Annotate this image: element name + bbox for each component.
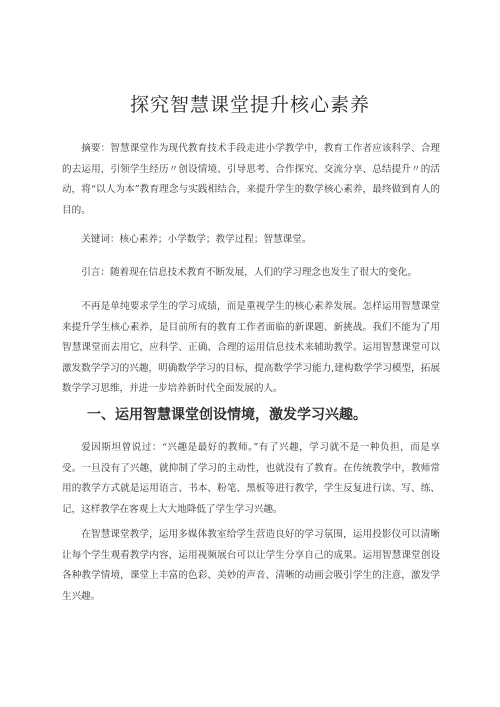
intro-paragraph: 引言：随着现在信息技术教育不断发展，人们的学习理念也发生了很大的变化。 <box>81 267 417 278</box>
section-heading-1: 一、运用智慧课堂创设情境，激发学习兴趣。 <box>87 407 367 423</box>
section-1-paragraph-1: 爱因斯坦曾说过：“兴趣是最好的教师。”有了兴趣，学习就不是一种负担，而是享受。一旦没有了兴趣，就抑制了学习的主动性，也就没有了教育。在传统教学中，教师常用的教学方式就是运用语言、书本、粉笔、黑板等进行教学，学生反复进行读、写、练、记，这样教学在客观上大大地降低了学生学习兴趣。 <box>62 442 440 515</box>
keywords-paragraph: 关键词：核心素养；小学数学；教学过程；智慧课堂。 <box>81 234 312 245</box>
body-paragraph-1: 不再是单纯要求学生的学习成绩，而是重视学生的核心素养发展。怎样运用智慧课堂来提升学生核心素养，是目前所有的教育工作者面临的新课题、新挑战。我们不能为了用智慧课堂而去用它，应科学、正确、合理的运用信息技术来辅助教学。运用智慧课堂可以激发数学学习的兴趣，明确数学学习的目标，提高数学学习能力,建构数学学习模型，拓展数学学习思维，并进一步培养新时代全面发展的人。 <box>62 301 440 394</box>
abstract-paragraph: 摘要：智慧课堂作为现代教育技术手段走进小学教学中，教育工作者应该科学、合理的去运用，引领学生经历〃创设情境、引导思考、合作探究、交流分享、总结提升〃的活动，将“以人为本”教育理念与实践相结合，来提升学生的数学核心素养，最终做到育人的目的。 <box>62 143 440 216</box>
section-1-paragraph-2: 在智慧课堂教学，运用多媒体教室给学生营造良好的学习氛围，运用投影仪可以清晰让每个学生观看教学内容，运用视频展台可以让学生分享自己的成果。运用智慧课堂创设各种教学情境，课堂上丰富的色彩、美妙的声音、清晰的动画会吸引学生的注意，激发学生兴趣。 <box>62 529 440 602</box>
page-title: 探究智慧课堂提升核心素养 <box>129 94 370 116</box>
